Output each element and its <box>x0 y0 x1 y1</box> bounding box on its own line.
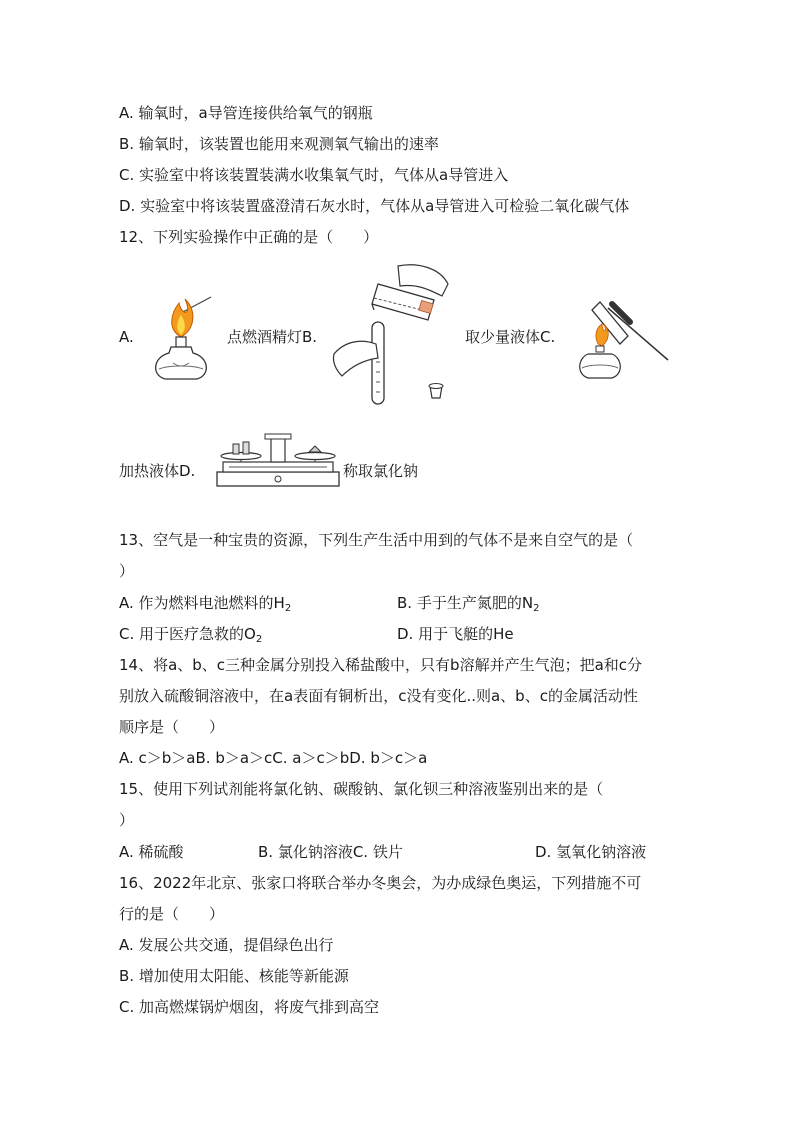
q16-option-c: C. 加高燃煤锅炉烟囱，将废气排到高空 <box>119 998 380 1016</box>
pouring-liquid-figure <box>330 262 460 408</box>
q16-option-b: B. 增加使用太阳能、核能等新能源 <box>119 967 349 985</box>
q13-option-c: C. 用于医疗急救的$O_2$ <box>119 625 263 645</box>
q14-line2: 别放入硫酸铜溶液中，在a表面有铜析出，c没有变化..则a、b、c的金属活动性 <box>119 687 638 705</box>
q11-option-b: B. 输氧时，该装置也能用来观测氧气输出的速率 <box>119 135 439 153</box>
q13-option-d: D. 用于飞艇的He <box>397 625 514 643</box>
q13-stem-line2: ） <box>119 562 135 580</box>
q13-option-a: A. 作为燃料电池燃料的$H_2$ <box>119 594 292 614</box>
balance-scale-figure <box>213 432 343 488</box>
q15-option-a: A. 稀硫酸 <box>119 843 184 861</box>
q14-line3: 顺序是（ ） <box>119 718 225 736</box>
q14-line1: 14、将a、b、c三种金属分别投入稀盐酸中，只有b溶解并产生气泡；把a和c分 <box>119 656 643 674</box>
heating-tube-figure <box>572 296 672 382</box>
q11-option-a: A. 输氧时，a导管连接供给氧气的钢瓶 <box>119 104 373 122</box>
q14-options: A. c＞b＞aB. b＞a＞cC. a＞c＞bD. b＞c＞a <box>119 749 428 767</box>
q11-option-d: D. 实验室中将该装置盛澄清石灰水时，气体从a导管进入可检验二氧化碳气体 <box>119 197 630 215</box>
q15-option-bc: B. 氯化钠溶液C. 铁片 <box>258 843 403 861</box>
q12-stem: 12、下列实验操作中正确的是（ ） <box>119 228 379 246</box>
q15-option-d: D. 氢氧化钠溶液 <box>535 843 647 861</box>
q12-option-c-text: 加热液体D. <box>119 462 196 480</box>
q16-line1: 16、2022年北京、张家口将联合举办冬奥会，为办成绿色奥运，下列措施不可 <box>119 874 642 892</box>
q15-line2: ） <box>119 811 135 829</box>
q16-option-a: A. 发展公共交通，提倡绿色出行 <box>119 936 334 954</box>
q12-option-a-label: A. <box>119 328 134 346</box>
q16-line2: 行的是（ ） <box>119 905 225 923</box>
q12-option-d-text: 称取氯化钠 <box>343 462 419 480</box>
q13-stem-line1: 13、空气是一种宝贵的资源，下列生产生活中用到的气体不是来自空气的是（ <box>119 531 634 549</box>
alcohol-lamp-figure <box>145 293 217 381</box>
q12-option-a-text: 点燃酒精灯B. <box>227 328 318 346</box>
q11-option-c: C. 实验室中将该装置装满水收集氧气时，气体从a导管进入 <box>119 166 509 184</box>
q12-option-b-text: 取少量液体C. <box>465 328 556 346</box>
q13-option-b: B. 手于生产氮肥的$N_2$ <box>397 594 540 614</box>
q15-line1: 15、使用下列试剂能将氯化钠、碳酸钠、氯化钡三种溶液鉴别出来的是（ <box>119 780 604 798</box>
